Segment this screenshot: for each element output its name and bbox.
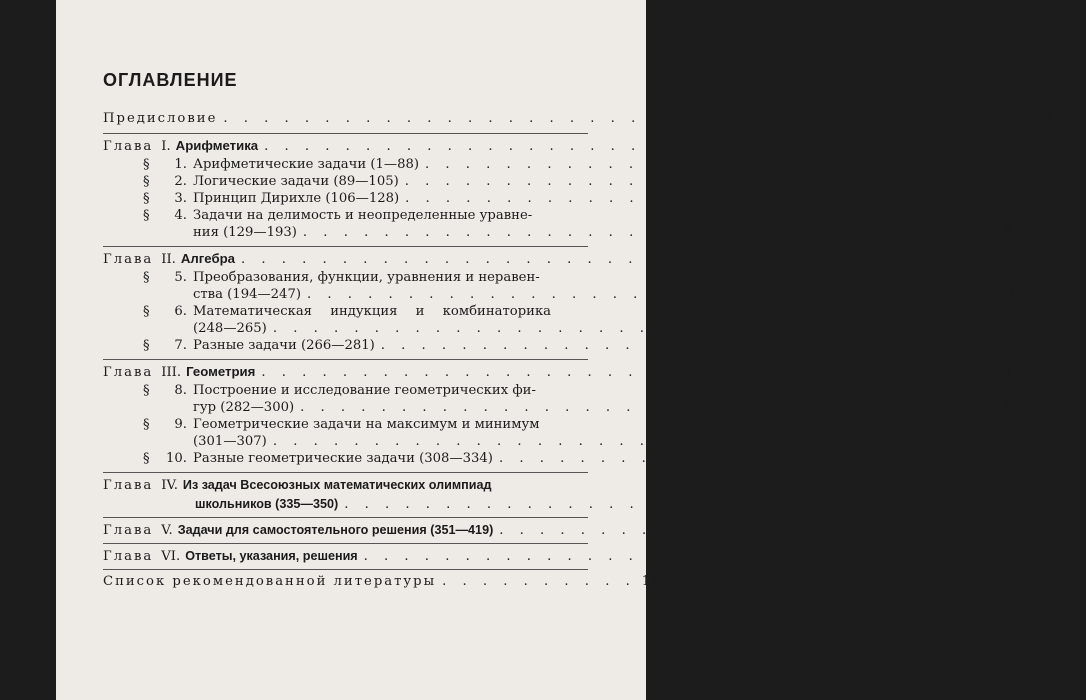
section-title: Разные задачи (266—281) [193,338,375,353]
page-number: 5 [1003,157,1012,172]
chapter-prefix: Глава [103,478,154,493]
section-title-cont: ства (194—247) [193,287,301,302]
toc-entry-chapter-4-cont[interactable] [195,495,1054,514]
toc-entry-section-2[interactable] [143,173,992,191]
leader-dots: . . . . . . . . . . . . . . . . . . . . . . . . . . . . . . . . . . [302,225,986,240]
section-title: Задачи на делимость и неопределенные уравне- [193,208,533,223]
leader-dots: . . . . . . . . . . . . . . . . . . . . . . . . . . . . . . . . . . [306,287,990,302]
leader-dots: . . . . . . . . . . . . . . . . . . . . . . . . . . . . . . . . . . [272,434,956,449]
toc-entry-section-6-cont[interactable] [193,320,982,338]
chapter-title: Задачи для самостоятельного решения (351—419) [177,523,494,537]
section-title: Преобразования, функции, уравнения и неравен- [193,270,540,285]
toc-entry-chapter-3[interactable] [103,363,1011,382]
chapter-title: Геометрия [186,364,256,379]
section-mark: § [143,451,150,466]
chapter-number: IV. [161,478,178,493]
leader-dots: . . . . . . . . . . . . . . . . . . . . . . . . . . . . . . . . . . . . [240,252,965,267]
chapter-prefix: Глава [103,365,154,380]
page-number: 29 [964,321,982,336]
page-number: 33 [994,365,1011,380]
chapter-number: III. [161,365,182,380]
toc-entry-section-5-cont[interactable] [193,286,1016,304]
section-title-cont: (301—307) [193,434,267,449]
table-of-contents [103,0,1086,700]
chapter-prefix: Глава [103,523,154,538]
toc-entry-section-5[interactable] [143,269,593,287]
divider [103,569,588,570]
page-number: 48 [913,549,930,564]
leader-dots: . . . . . . . . . . . . . . . . . . . . . . . . . . . . . . . . . . . . . . . . [223,111,1029,126]
page-number: 4 [1046,111,1055,126]
page-number: 5 [1005,139,1014,154]
section-title-cont: (248—265) [193,321,267,336]
chapter-title: Алгебра [180,251,235,266]
chapter-title: Арифметика [175,138,259,153]
chapter-prefix: Глава [103,549,154,564]
leader-dots: . . . . . . . . . . [499,523,693,538]
page-title: ОГЛАВЛЕНИЕ [103,70,238,90]
divider [103,472,588,473]
page-number: 38 [1036,497,1054,512]
literature-label: Список рекомендованной литературы [103,574,437,589]
page-number: 24 [999,287,1016,302]
section-mark: § [143,338,150,353]
toc-entry-chapter-5[interactable] [103,521,719,540]
chapter-title: Ответы, указания, решения [185,549,358,563]
toc-entry-chapter-6[interactable] [103,547,930,566]
section-mark: § [143,174,150,189]
leader-dots: . . . . . . . . . . . . . . . . . . . . . . . . . . . . [380,338,942,353]
chapter-prefix: Глава [103,252,154,267]
toc-entry-section-4[interactable] [143,207,593,225]
page-number: 24 [973,252,991,267]
leader-dots: . . . . . . . . . . . . . . . . . . . . . . . . . . . [363,549,904,564]
page-number: 34 [964,434,982,449]
section-title: Разные геометрические задачи (308—334) [193,451,493,466]
section-number: 4. [174,208,187,223]
chapter-number: I. [161,139,171,154]
chapter-number: VI. [161,549,181,564]
section-title: Геометрические задачи на максимум и минимум [193,417,540,432]
toc-entry-section-7[interactable] [143,337,968,355]
leader-dots: . . . . . . . . . . . . . . . . . . . . . . . . . . . . . . . . . . [272,321,956,336]
leader-dots: . . . . . . . . . . . . . . . . . . . . . . . . . . . . . . . . . . [344,497,1028,512]
section-number: 8. [174,383,187,398]
leader-dots: . . . . . . . . . . . . . . . . . . . . . . . . . . . . . . . . . . . . [264,139,988,154]
page-number: 18 [995,225,1012,240]
section-number: 5. [174,270,187,285]
chapter-number: II. [161,252,176,267]
toc-entry-literature[interactable] [103,573,667,591]
chapter-prefix: Глава [103,139,154,154]
toc-entry-chapter-2[interactable] [103,250,991,269]
toc-entry-section-3[interactable] [143,190,992,208]
toc-entry-section-1[interactable] [143,156,1012,174]
section-title: Построение и исследование геометрических фи- [193,383,536,398]
toc-entry-preface[interactable] [103,110,1055,128]
toc-entry-section-4-cont[interactable] [193,224,1012,242]
divider [103,517,588,518]
section-title: Принцип Дирихле (106—128) [193,191,400,206]
toc-entry-section-10[interactable] [143,450,1086,468]
chapter-number: V. [161,523,173,538]
leader-dots: . . . . . . . . . . . . . . . . . . . . . . . . . . . . [404,174,966,189]
section-mark: § [143,157,150,172]
leader-dots: . . . . . . . . . . . . . . . . . . . . . . . . . . . . [425,157,986,172]
page-number: 35 [1068,451,1086,466]
leader-dots: . . . . . . . . . . . . . . . . . . . . . . . . . . . . [498,451,1060,466]
section-mark: § [143,417,150,432]
divider [103,246,588,247]
toc-entry-section-9-cont[interactable] [193,433,982,451]
section-number: 6. [174,304,187,319]
chapter-title-cont: школьников (335—350) [195,497,339,511]
section-title-cont: ния (129—193) [193,225,297,240]
section-mark: § [143,304,150,319]
section-number: 9. [174,417,187,432]
toc-entry-chapter-4[interactable] [103,476,593,495]
section-title: Арифметические задачи (1—88) [193,157,420,172]
section-mark: § [143,383,150,398]
section-title: Логические задачи (89—105) [193,174,399,189]
section-number: 10. [166,451,187,466]
page-number: 41 [702,523,719,538]
toc-entry-chapter-1[interactable] [103,137,1014,156]
section-mark: § [143,270,150,285]
leader-dots: . . . . . . . . . . . . . . . . . . . . . . . . . . . . . . . . . . . . [261,365,985,380]
page-number: 31 [950,338,968,353]
preface-label: Предисловие [103,111,218,126]
page-number: 13 [974,174,992,189]
divider [103,133,588,134]
section-number: 2. [174,174,187,189]
divider [103,543,588,544]
toc-entry-section-9[interactable] [143,416,593,434]
section-mark: § [143,191,150,206]
leader-dots: . . . . . . . . . . . . . . . . . . . . . . . . . . . . . . . . . . [300,400,983,415]
section-mark: § [143,208,150,223]
section-number: 3. [174,191,187,206]
leader-dots: . . . . . . . . . . . . . . . . . . . . . . . . . . . . [405,191,966,206]
toc-entry-section-8-cont[interactable] [193,399,1009,417]
leader-dots: . . . . . . . . . . [442,574,636,589]
section-title: Математическая индукция и комбинаторика [193,304,552,319]
divider [103,359,588,360]
toc-entry-section-6[interactable] [143,303,593,321]
page-number: 16 [974,191,992,206]
toc-entry-section-8[interactable] [143,382,593,400]
page-number: 111 [641,574,667,589]
section-number: 1. [174,157,187,172]
chapter-title: Из задач Всесоюзных математических олимпиад [182,478,492,492]
section-number: 7. [174,338,187,353]
section-title-cont: гур (282—300) [193,400,295,415]
page-number: 33 [992,400,1009,415]
